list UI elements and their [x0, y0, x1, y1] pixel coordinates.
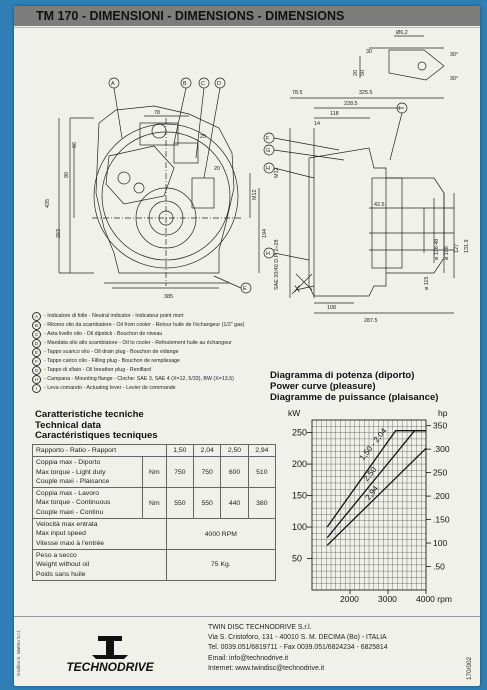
legend-text: - Ritorno olio da scambiatore - Oil from cooler - Retour huile de l'échangeur (1/2" gas) — [44, 322, 245, 328]
dim-m12: M12 — [252, 189, 258, 200]
callout-g: G — [266, 148, 271, 154]
speed-value: 4000 RPM — [166, 519, 275, 550]
dim-253: 253 — [56, 229, 62, 238]
website-line: Internet: www.twindisc@technodrive.it — [208, 664, 325, 672]
hp-tick-label: 250 — [433, 467, 448, 478]
dim-30deg-a: 30° — [450, 52, 459, 58]
legend-text: - Indicatore di folle - Neutral indicator - Indicateur point mort — [44, 313, 184, 319]
legend-text: - Asta livello olio - Oil dipstick - Bouchon de niveau — [44, 331, 163, 337]
torque-light-value: 600 — [221, 457, 248, 488]
legend-text: - Campana - Mounting flange - Cloche: SAE 3, SAE 4 (X=12, 5/33), BW (X=13,5) — [44, 376, 234, 382]
table-row — [33, 488, 276, 519]
dim-228-5: 228.5 — [344, 101, 358, 107]
torque-cont-value: 440 — [221, 488, 248, 519]
legend-key: G — [32, 366, 41, 375]
dim-50-top: 50 — [360, 70, 366, 76]
series-label: 2,50 — [361, 465, 379, 483]
dim-90: 90 — [64, 172, 70, 178]
legend-key: I — [32, 384, 41, 393]
legend-key: D — [32, 339, 41, 348]
logo-mark-icon — [62, 634, 158, 662]
weight-label — [33, 549, 167, 580]
legend-item — [32, 330, 332, 339]
dim-20-top: 20 — [353, 70, 359, 76]
row-label-line: Coppia max - Diporto — [36, 459, 101, 467]
dim-x: X — [294, 284, 301, 294]
dim-118: 118 — [330, 111, 339, 117]
row-label-line: Weight without oil — [36, 561, 90, 569]
table-row — [33, 519, 276, 550]
callout-h: H — [266, 166, 270, 172]
dim-66: 66 — [72, 142, 78, 148]
dim-108: 108 — [327, 305, 336, 311]
table-row — [33, 457, 276, 488]
callout-i: I — [399, 106, 401, 112]
hp-tick-label: 350 — [433, 420, 448, 431]
legend-text: - Mandata olio allo scambiatore - Oil to cooler - Refoulement huile au échangeur — [44, 340, 232, 346]
ratio-value: 1,50 — [166, 445, 193, 457]
technodrive-logo — [62, 634, 158, 682]
y-tick-label: 50 — [292, 553, 303, 564]
torque-cont-value: 550 — [166, 488, 193, 519]
dim-30deg-b: 30° — [450, 76, 459, 82]
unit-nm: Nm — [142, 488, 166, 519]
row-label-line: Max input speed — [36, 530, 86, 538]
x-tick-label: 4000 rpm — [416, 594, 452, 604]
dim-78: 78 — [154, 110, 160, 116]
y-axis-unit: kW — [288, 408, 301, 418]
legend-key: H — [32, 375, 41, 384]
row-label-line: Max torque - Light duty — [36, 468, 106, 476]
code-text: 170/002 — [466, 656, 473, 680]
y-tick-label: 150 — [292, 490, 308, 501]
legend-key: F — [32, 357, 41, 366]
legend-item — [32, 321, 332, 330]
spec-table — [32, 444, 276, 581]
dim-m12-side: M12 — [274, 167, 280, 178]
legend-text: - Tappo di sfiato - Oil breather plug - Reniflard — [44, 367, 152, 373]
logo-text: TECHNODRIVE — [66, 660, 154, 674]
legend-text: - Tappo carico olio - Filling plug - Bouchon de remplissage — [44, 358, 180, 364]
torque-cont-label — [33, 488, 143, 519]
power-title-it: Diagramma di potenza (diporto) — [270, 370, 415, 381]
datasheet — [14, 6, 480, 686]
callout-b: B — [183, 81, 187, 87]
tech-title-fr: Caractéristiques tecniques — [35, 430, 158, 441]
dim-42-5: 42.5 — [374, 202, 385, 208]
y-tick-label: 100 — [292, 522, 308, 533]
torque-light-value: 750 — [166, 457, 193, 488]
dim-158: ø 158 — [444, 246, 450, 260]
dim-78-5: 78.5 — [292, 90, 303, 96]
document-code — [466, 610, 476, 680]
footer-rule — [14, 616, 480, 617]
torque-cont-value: 550 — [194, 488, 221, 519]
dim-d6-2: Ø6,2 — [396, 30, 408, 36]
legend-key: A — [32, 312, 41, 321]
dim-127: 127 — [454, 244, 460, 253]
tech-title-it: Caratteristiche tecniche — [35, 409, 144, 420]
row-label-line: Peso a secco — [36, 551, 77, 559]
drawing-labels — [45, 30, 470, 324]
hp-tick-label: .150 — [433, 514, 450, 525]
page-title: TM 170 - DIMENSIONI - DIMENSIONS - DIMENSIONS — [36, 9, 345, 23]
side-view — [264, 36, 454, 313]
y2-axis-unit: hp — [438, 408, 448, 418]
dim-sae: SAE 20/40 D.P. 2÷28 — [274, 239, 280, 290]
callout-d: D — [217, 81, 221, 87]
hp-tick-label: .50 — [433, 561, 445, 572]
legend-key: E — [32, 348, 41, 357]
power-curve-line — [327, 448, 426, 545]
power-title-en: Power curve (pleasure) — [270, 381, 376, 392]
torque-light-value: 750 — [194, 457, 221, 488]
hp-tick-label: .200 — [433, 491, 450, 502]
credit-text: Grafica S. Matteo S.r.l. — [16, 629, 21, 676]
torque-light-label — [33, 457, 143, 488]
dim-325-5: 325.5 — [359, 90, 373, 96]
torque-light-value: 510 — [248, 457, 275, 488]
power-title-fr: Diagramme de puissance (plaisance) — [270, 392, 439, 403]
dim-131-9: 131.9 — [464, 239, 470, 253]
email-line: Email: info@technodrive.it — [208, 654, 289, 662]
hp-tick-label: .300 — [433, 444, 450, 455]
row-label-line: Velocità max entrata — [36, 521, 98, 529]
speed-label — [33, 519, 167, 550]
row-label-line: Max torque - Continuous — [36, 499, 111, 507]
dim-287-5: 287.5 — [364, 318, 378, 324]
ratio-value: 2,94 — [248, 445, 275, 457]
ratio-value: 2,04 — [194, 445, 221, 457]
series-label: 2,94 — [363, 484, 381, 502]
dim-14: 14 — [314, 121, 320, 127]
address-line: TWIN DISC TECHNODRIVE S.r.l. — [208, 624, 312, 631]
legend-text: - Leva comando - Actuating lever - Levier de commande — [44, 385, 176, 391]
row-label-line: Couple maxi - Plaisance — [36, 477, 110, 485]
hp-tick-label: 100 — [433, 538, 448, 549]
legend-item — [32, 348, 332, 357]
dim-115: ø 115 — [424, 276, 430, 290]
dim-435: 435 — [45, 199, 51, 208]
dim-30-top: 30 — [366, 49, 372, 55]
callout-c: C — [201, 81, 205, 87]
legend-item — [32, 357, 332, 366]
tech-title-en: Technical data — [35, 419, 101, 431]
dim-25: 25 — [200, 134, 206, 140]
callout-h-2: H — [266, 251, 270, 257]
torque-cont-value: 380 — [248, 488, 275, 519]
dim-138: ø 138.48 — [434, 238, 440, 260]
address-line: Tel. 0039.051/6819711 - Fax 0039.051/6824234 - 6825814 — [208, 644, 388, 652]
table-row — [33, 445, 276, 457]
power-curve-title — [270, 370, 439, 403]
callout-e: E — [243, 286, 247, 292]
legend-item — [32, 339, 332, 348]
series-label: 1,50 - 2,04 — [357, 426, 389, 463]
legend-key: B — [32, 321, 41, 330]
dim-20: 20 — [214, 166, 220, 172]
dim-385: 385 — [164, 294, 173, 300]
x-tick-label: 3000 — [378, 594, 397, 604]
title-bar — [14, 6, 480, 26]
row-label-line: Poids sans huile — [36, 570, 86, 578]
row-label-line: Couple maxi - Continu — [36, 508, 104, 516]
dim-194: 194 — [262, 229, 268, 238]
ratio-label: Rapporto - Ratio - Rapport — [33, 445, 167, 457]
ratio-value: 2,50 — [221, 445, 248, 457]
legend-key: C — [32, 330, 41, 339]
company-address — [208, 623, 388, 674]
table-row — [33, 549, 276, 580]
weight-value: 75 Kg. — [166, 549, 275, 580]
address-line: Via S. Cristoforo, 131 - 40010 S. M. DECIMA (Bo) - ITALIA — [208, 634, 387, 642]
print-credit — [16, 606, 26, 676]
legend-item — [32, 312, 332, 321]
legend-text: - Tappo scarico olio - Oil drain plug - Bouchon de vidange — [44, 349, 179, 355]
unit-nm: Nm — [142, 457, 166, 488]
y-tick-label: 250 — [292, 427, 308, 438]
technical-data-title — [35, 410, 158, 442]
row-label-line: Coppia max - Lavoro — [36, 490, 100, 498]
y-tick-label: 200 — [292, 459, 308, 470]
x-tick-label: 2000 — [340, 594, 359, 604]
callout-f: F — [266, 136, 270, 142]
row-label-line: Vitesse maxi à l'entrée — [36, 539, 105, 547]
callout-a: A — [111, 81, 115, 87]
power-chart — [276, 402, 476, 604]
